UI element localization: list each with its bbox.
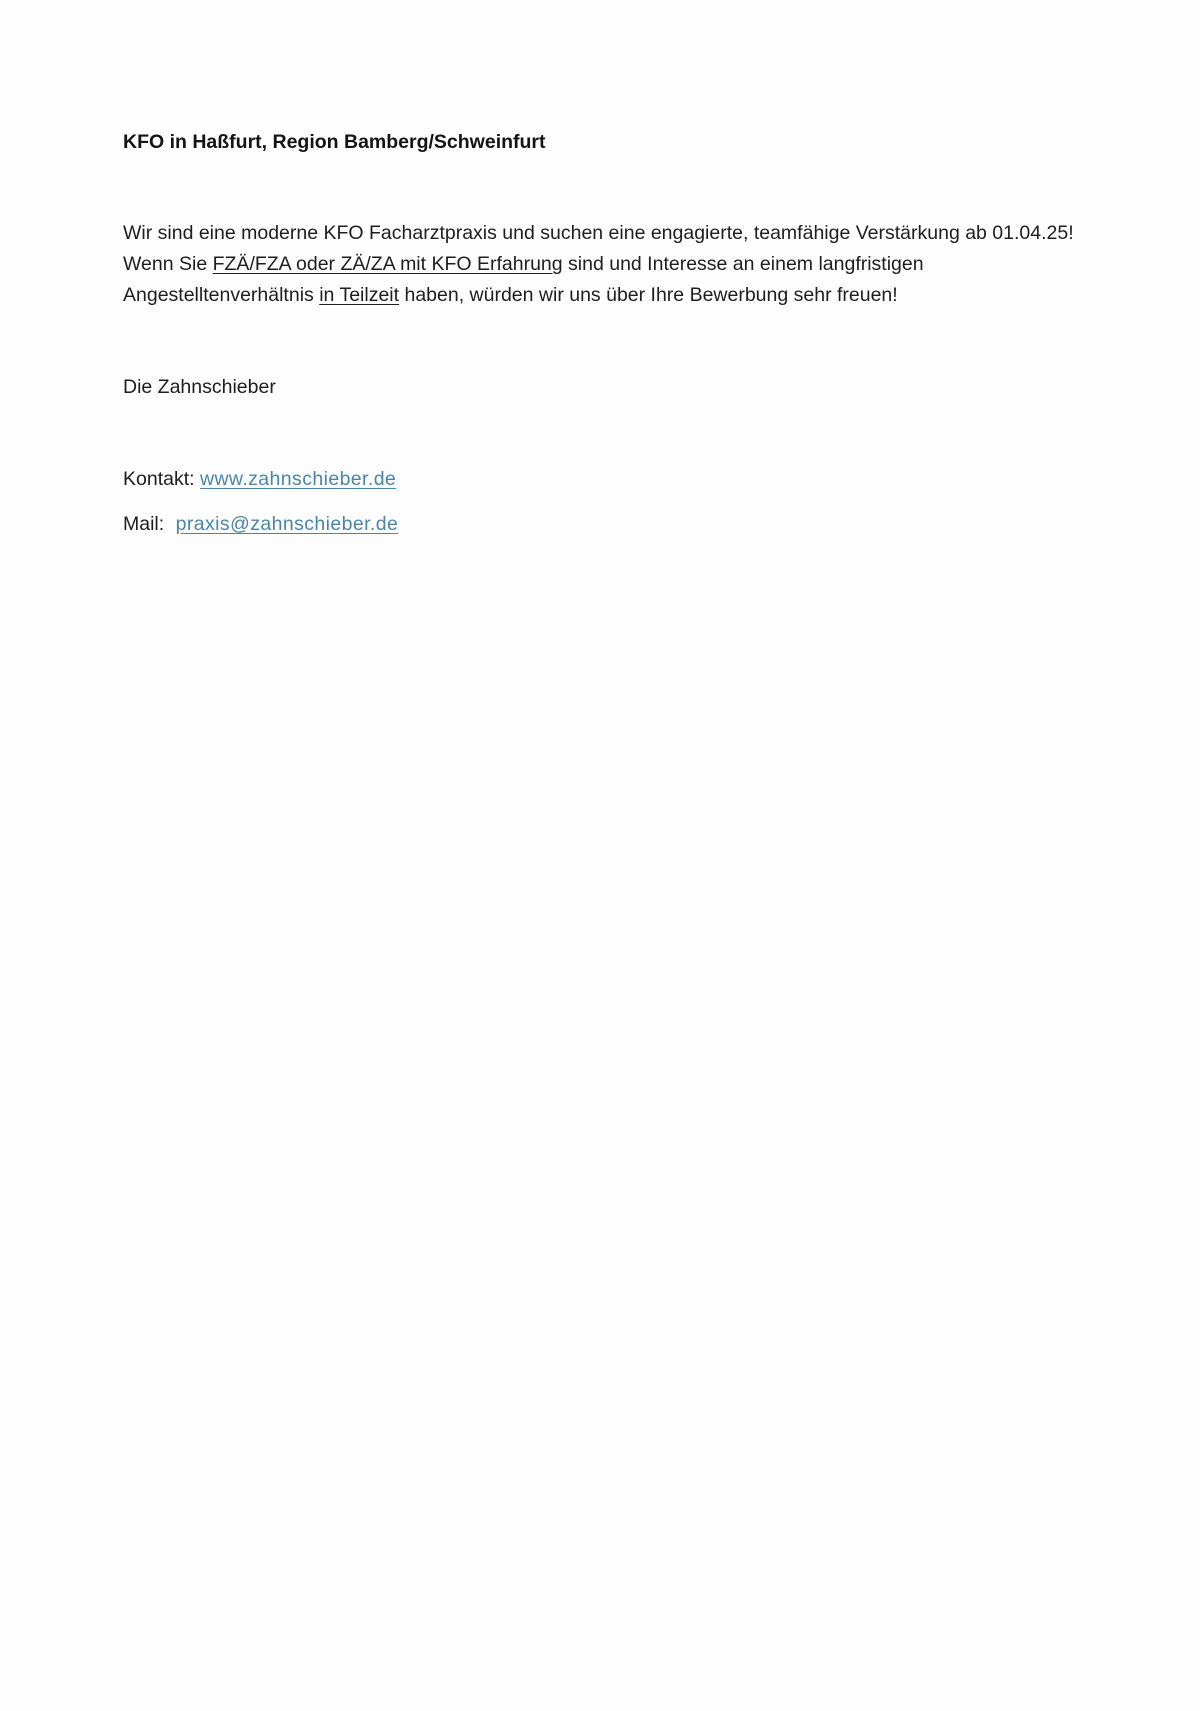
paragraph-text-part1: Wir sind eine moderne KFO Facharztpraxis und suchen eine engagierte, teamfähige Verstärkung ab 01.04.25! Wenn Sie (123, 222, 1074, 275)
email-link[interactable]: praxis@zahnschieber.de (175, 513, 399, 535)
mail-line (123, 510, 1083, 538)
contact-line (123, 465, 1083, 493)
job-description-paragraph (123, 218, 1083, 311)
website-link[interactable]: www.zahnschieber.de (199, 468, 397, 490)
qualification-underlined: FZÄ/FZA oder ZÄ/ZA mit KFO Erfahrung (212, 253, 563, 275)
paragraph-text-part2: sind und Interesse an einem langfristigen Angestelltenverhältnis (123, 253, 924, 306)
contact-label: Kontakt: (123, 468, 195, 490)
signature: Die Zahnschieber (123, 376, 276, 398)
mail-label: Mail: (123, 513, 165, 535)
part-time-underlined: in Teilzeit (319, 284, 400, 306)
document-title: KFO in Haßfurt, Region Bamberg/Schweinfurt (123, 131, 546, 153)
paragraph-text-part3: haben, würden wir uns über Ihre Bewerbung sehr freuen! (399, 284, 898, 306)
document-content (123, 128, 1083, 538)
